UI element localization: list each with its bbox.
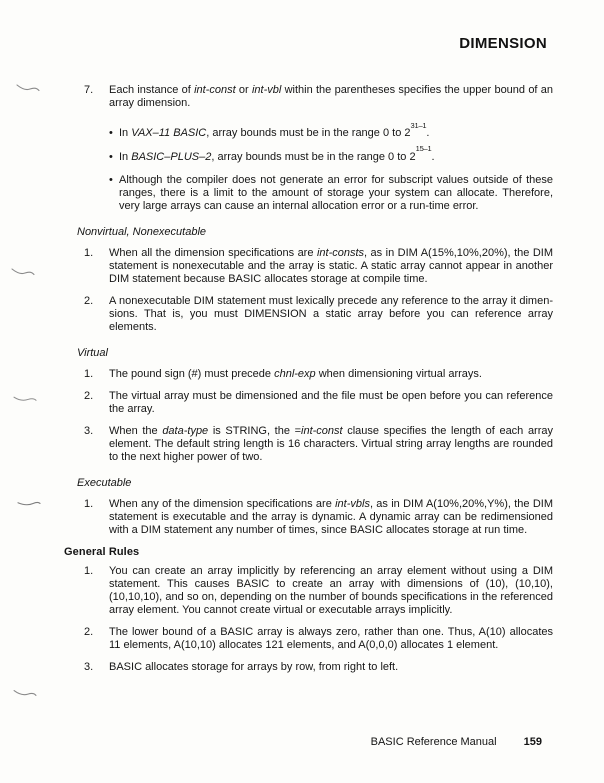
- document-section: [64, 347, 553, 464]
- item-number: 3.: [84, 661, 94, 673]
- bullet-item: [109, 120, 553, 140]
- item-number: 1.: [84, 498, 94, 510]
- item-text: Each instance of int-const or int-vbl within the parentheses specifies the upper bound of an array dimension.: [109, 84, 553, 109]
- bullet-icon: •: [109, 127, 113, 139]
- bullet-icon: •: [109, 174, 113, 186]
- list-item: [64, 390, 553, 416]
- page-number: 159: [523, 736, 542, 748]
- list-item: [64, 247, 553, 286]
- bullet-text: In VAX–11 BASIC, array bounds must be in the range 0 to 2$^{31-1}$.: [119, 120, 430, 139]
- list-item: [64, 661, 553, 674]
- bullet-item: [109, 144, 553, 164]
- numbered-item-7: [64, 84, 553, 213]
- item-text: The pound sign (#) must precede chnl-exp when dimensioning virtual arrays.: [109, 368, 482, 380]
- bullet-text: In BASIC–PLUS–2, array bounds must be in the range 0 to 2$^{15-1}$.: [119, 144, 435, 163]
- pen-squiggle-icon: [16, 496, 43, 510]
- item-number: 2.: [84, 390, 94, 402]
- document-section: [64, 226, 553, 334]
- item-number: 7.: [84, 84, 94, 96]
- manual-title: BASIC Reference Manual: [370, 736, 497, 748]
- item-body: [109, 84, 553, 213]
- item-number: 1.: [84, 247, 94, 259]
- list-item: [64, 84, 553, 213]
- section-heading: Executable: [77, 477, 132, 489]
- bullet-text: Although the compiler does not generate an error for subscript values outside of these ranges, there is a limit to the amount of storage your system can allocate. Therefore, very large arrays can cause an internal allocation error or a run-time error.: [119, 174, 553, 212]
- bullet-icon: •: [109, 150, 113, 163]
- list-item: [64, 368, 553, 381]
- pen-squiggle-icon: [15, 82, 41, 94]
- bullet-list: [109, 120, 553, 213]
- pen-squiggle-icon: [12, 687, 38, 700]
- item-text: BASIC allocates storage for arrays by row, from right to left.: [109, 661, 399, 673]
- bullet-item: [109, 174, 553, 213]
- document-section: [64, 477, 553, 537]
- numbered-list: [64, 565, 553, 674]
- numbered-list: [64, 247, 553, 334]
- list-item: [64, 498, 553, 537]
- item-text: When the data-type is STRING, the =int-const clause specifies the length of each array element. The default string length is 16 characters. Virtual string array lengths are rounded to the next higher power of two.: [109, 425, 554, 463]
- item-number: 1.: [84, 368, 94, 380]
- numbered-list: [64, 368, 553, 464]
- item-number: 2.: [84, 295, 94, 307]
- section-heading: Virtual: [77, 347, 108, 359]
- item-number: 2.: [84, 626, 94, 638]
- list-item: [64, 295, 553, 334]
- sections-container: [64, 226, 553, 674]
- document-section: [64, 546, 553, 674]
- item-number: 3.: [84, 425, 94, 437]
- list-item: [64, 626, 553, 652]
- item-text: When any of the dimension specifications are int-vbls, as in DIM A(10%,20%,Y%), the DIM statement is executable and the array is dynamic. A dynamic array can be redimensioned with a DIM statement any number of times, since BASIC allocates storage at run time.: [109, 498, 553, 536]
- pen-squiggle-icon: [12, 394, 38, 405]
- pen-squiggle-icon: [10, 266, 36, 278]
- list-item: [64, 565, 553, 617]
- item-text: You can create an array implicitly by referencing an array element without using a DIM statement. This causes BASIC to create an array with dimensions of (10), (10,10), (10,10,10), and so on, depending on the number of bounds specifications in the referenced array element. You cannot create virtual or executable arrays implicitly.: [109, 565, 553, 616]
- item-number: 1.: [84, 565, 94, 577]
- item-text: A nonexecutable DIM statement must lexically precede any reference to the array it dimensions. That is, you must DIMENSION a static array before you can reference array elements.: [109, 295, 553, 333]
- list-item: [64, 425, 553, 464]
- numbered-list: [64, 498, 553, 537]
- page-footer: [371, 736, 542, 749]
- item-text: The virtual array must be dimensioned and the file must be open before you can reference the array.: [109, 390, 553, 415]
- item-text: When all the dimension specifications are int-consts, as in DIM A(15%,10%,20%), the DIM statement is nonexecutable and the array is static. A static array cannot appear in another DIM statement because BASIC allocates storage at compile time.: [109, 247, 553, 285]
- page-title: DIMENSION: [459, 35, 547, 52]
- page-content: [64, 84, 553, 683]
- section-heading: General Rules: [64, 546, 140, 558]
- section-heading: Nonvirtual, Nonexecutable: [77, 226, 207, 238]
- item-text: The lower bound of a BASIC array is always zero, rather than one. Thus, A(10) allocates 11 elements, A(10,10) allocates 121 elements, and A(0,0,0) allocates 1 element.: [109, 626, 553, 651]
